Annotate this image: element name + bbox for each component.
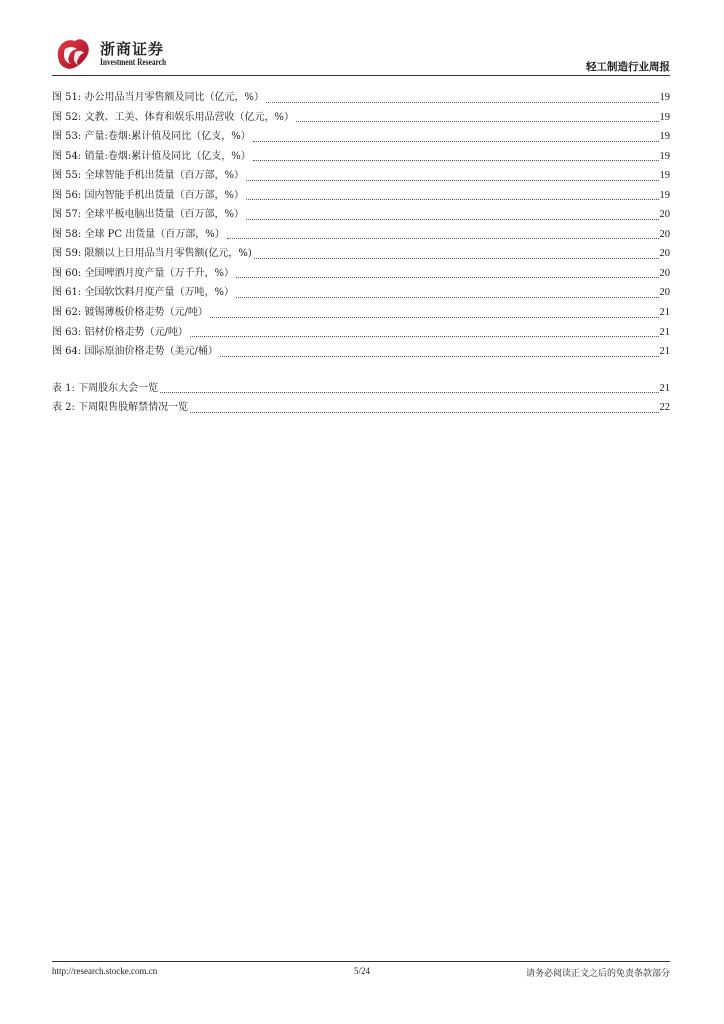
footer-page-number: 5/24 (354, 966, 371, 976)
dot-leader (236, 297, 659, 298)
toc-entry-label: 表 2: 下周限售股解禁情况一览 (52, 402, 189, 414)
dot-leader (254, 258, 659, 259)
toc-section-gap (52, 362, 670, 379)
toc-entry-label: 图 64: 国际原油价格走势（美元/桶） (52, 346, 218, 358)
dot-leader (253, 160, 659, 161)
footer-disclaimer: 请务必阅读正文之后的免责条款部分 (525, 969, 670, 979)
toc-entry-label: 图 55: 全球智能手机出货量（百万部，%） (52, 170, 244, 182)
dot-leader (296, 121, 659, 122)
toc-entry-page: 20 (659, 228, 670, 240)
dot-leader (220, 356, 659, 357)
toc-entry-table-1[interactable] (52, 379, 670, 399)
toc-entry-page: 21 (659, 346, 670, 358)
toc-entry-page: 19 (659, 92, 670, 103)
dot-leader (246, 180, 659, 181)
toc-entry-figure-52[interactable] (52, 108, 670, 128)
toc-entry-page: 22 (659, 402, 670, 414)
toc-entry-label: 图 63: 铝材价格走势（元/吨） (52, 326, 188, 338)
dot-leader (210, 317, 659, 318)
toc-entry-figure-63[interactable] (52, 323, 670, 343)
toc-entry-page: 19 (659, 170, 670, 182)
toc-entry-label: 表 1: 下周股东大会一览 (52, 382, 159, 394)
toc-entry-page: 19 (659, 150, 670, 162)
toc-entry-label: 图 61: 全国软饮料月度产量（万吨，%） (52, 287, 234, 299)
toc-entry-label: 图 51: 办公用品当月零售额及同比（亿元，%） (52, 92, 264, 103)
toc-entry-page: 19 (659, 111, 670, 123)
table-of-contents (52, 88, 670, 418)
page-header (0, 0, 724, 80)
toc-entry-page: 21 (659, 382, 670, 394)
toc-entry-figure-55[interactable] (52, 166, 670, 186)
toc-entry-page: 20 (659, 209, 670, 221)
dot-leader (236, 277, 659, 278)
toc-entry-page: 20 (659, 248, 670, 260)
toc-entry-page: 19 (659, 189, 670, 201)
toc-entry-page: 19 (659, 131, 670, 143)
dot-leader (190, 336, 659, 337)
toc-entry-label: 图 58: 全球 PC 出货量（百万部，%） (52, 228, 225, 240)
toc-entry-figure-51[interactable] (52, 88, 670, 108)
toc-entry-figure-57[interactable] (52, 205, 670, 225)
toc-entry-figure-60[interactable] (52, 264, 670, 284)
toc-entry-label: 图 62: 镀锡薄板价格走势（元/吨） (52, 307, 208, 319)
stocke-logo-icon (56, 37, 92, 71)
dot-leader (266, 102, 659, 103)
header-divider (52, 75, 670, 76)
toc-entry-figure-62[interactable] (52, 303, 670, 323)
toc-entry-table-2[interactable] (52, 398, 670, 418)
toc-entry-label: 图 59: 限额以上日用品当月零售额(亿元，%) (52, 248, 252, 260)
toc-entry-figure-64[interactable] (52, 342, 670, 362)
dot-leader (190, 412, 658, 413)
toc-entry-label: 图 60: 全国啤酒月度产量（万千升，%） (52, 267, 234, 279)
report-title: 轻工制造行业周报 (586, 61, 670, 73)
toc-entry-page: 20 (659, 287, 670, 299)
toc-entry-figure-54[interactable] (52, 147, 670, 167)
toc-entry-figure-56[interactable] (52, 186, 670, 206)
logo-chinese-name: 浙商证券 (100, 40, 165, 58)
toc-entry-figure-61[interactable] (52, 283, 670, 303)
toc-entry-figure-58[interactable] (52, 225, 670, 245)
toc-entry-figure-59[interactable] (52, 244, 670, 264)
toc-entry-label: 图 54: 销量:卷烟:累计值及同比（亿支，%） (52, 150, 251, 162)
toc-entry-label: 图 57: 全球平板电脑出货量（百万部，%） (52, 209, 244, 221)
toc-entry-label: 图 56: 国内智能手机出货量（百万部，%） (52, 189, 244, 201)
toc-entry-label: 图 52: 文教、工美、体育和娱乐用品营收（亿元，%） (52, 111, 294, 123)
toc-entry-page: 21 (659, 307, 670, 319)
toc-entry-page: 20 (659, 267, 670, 279)
toc-entry-page: 21 (659, 326, 670, 338)
dot-leader (227, 238, 659, 239)
footer-website-link[interactable]: http://research.stocke.com.cn (52, 966, 158, 976)
toc-entry-label: 图 53: 产量:卷烟:累计值及同比（亿支，%） (52, 131, 251, 143)
dot-leader (253, 141, 659, 142)
dot-leader (246, 219, 659, 220)
toc-entry-figure-53[interactable] (52, 127, 670, 147)
dot-leader (160, 392, 658, 393)
footer-divider (52, 961, 670, 962)
dot-leader (246, 199, 659, 200)
logo-english-name: Investment Research (100, 57, 167, 67)
